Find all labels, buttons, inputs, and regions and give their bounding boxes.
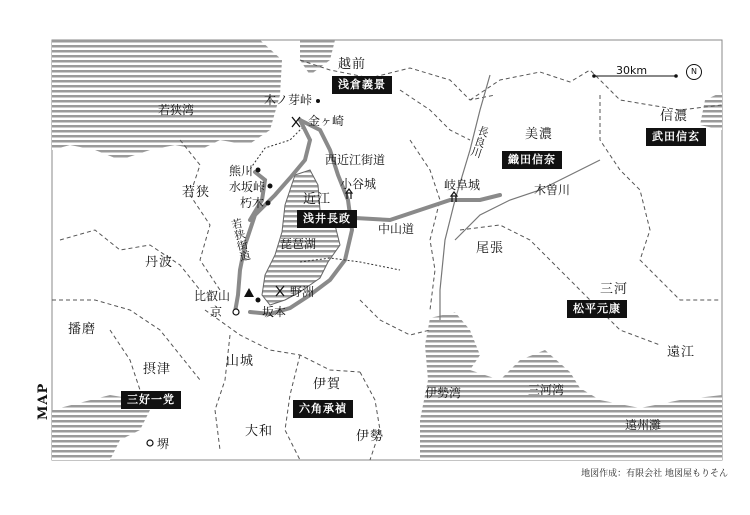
label-enshu-nada: 遠州灘	[625, 418, 662, 432]
marker-sakai	[147, 440, 153, 446]
province-harima: 播磨	[68, 322, 97, 337]
map-side-label: MAP	[36, 382, 51, 420]
label-kanegasaki: 金ヶ崎	[308, 114, 345, 128]
label-odani-castle: 小谷城	[340, 177, 377, 191]
label-gifu-castle: 岐阜城	[444, 178, 481, 192]
label-wakasa-bay: 若狭湾	[158, 103, 195, 117]
label-wakasa-kaido: 若狭街道	[228, 216, 253, 263]
north-compass-icon: N	[686, 64, 702, 80]
province-yamato: 大和	[245, 424, 274, 439]
daimyo-rokkaku: 六角承禎	[293, 400, 353, 418]
daimyo-takeda: 武田信玄	[646, 128, 706, 146]
map-credit: 地図作成：有限会社 地図屋もりそん	[581, 469, 728, 479]
province-yamashiro: 山城	[226, 354, 255, 369]
label-noshu: 野洲	[290, 285, 315, 299]
label-kumagawa: 熊川	[229, 164, 254, 178]
label-kinome-pass: 木ノ芽峠	[264, 93, 313, 107]
label-nakasendo: 中山道	[378, 222, 415, 236]
label-nishi-omi-kaido: 西近江街道	[325, 153, 386, 167]
marker-mizusaka	[268, 184, 273, 189]
sea-wakasa-bay	[52, 40, 282, 160]
label-hiei: 比叡山	[194, 289, 231, 303]
marker-kumagawa	[256, 168, 261, 173]
daimyo-asakura: 浅倉義景	[332, 76, 392, 94]
province-tootoumi: 遠江	[667, 345, 696, 360]
province-mikawa: 三河	[600, 282, 629, 297]
province-mino: 美濃	[525, 127, 554, 142]
label-lake-biwa: 琵琶湖	[280, 237, 317, 251]
marker-sakamoto	[256, 298, 261, 303]
marker-kutsuki	[266, 201, 271, 206]
daimyo-miyoshi: 三好一党	[121, 391, 181, 409]
label-ise-bay: 伊勢湾	[425, 386, 462, 400]
label-mizusaka-pass: 水坂峠	[229, 180, 266, 194]
daimyo-matsudaira: 松平元康	[567, 300, 627, 318]
province-owari: 尾張	[476, 241, 505, 256]
marker-kyo	[233, 309, 239, 315]
province-echizen: 越前	[338, 57, 367, 72]
province-oumi: 近江	[303, 192, 332, 207]
daimyo-azai: 浅井長政	[297, 210, 357, 228]
label-sakai: 堺	[157, 437, 170, 451]
province-settsu: 摂津	[143, 362, 172, 377]
province-shinano: 信濃	[660, 109, 689, 124]
province-tanba: 丹波	[145, 255, 174, 270]
label-nagara-river: 長良川	[468, 123, 491, 160]
daimyo-oda: 織田信奈	[502, 151, 562, 169]
scale-label: 30km	[616, 64, 648, 77]
province-wakasa: 若狭	[182, 185, 211, 200]
marker-kinome	[316, 99, 320, 103]
province-ise: 伊勢	[356, 429, 385, 444]
label-mikawa-bay: 三河湾	[528, 383, 565, 397]
label-sakamoto: 坂本	[262, 305, 287, 319]
label-kyo: 京	[210, 305, 223, 319]
label-kutsuki: 朽木	[240, 196, 265, 210]
province-iga: 伊賀	[313, 377, 342, 392]
label-kiso-river: 木曽川	[534, 183, 571, 197]
